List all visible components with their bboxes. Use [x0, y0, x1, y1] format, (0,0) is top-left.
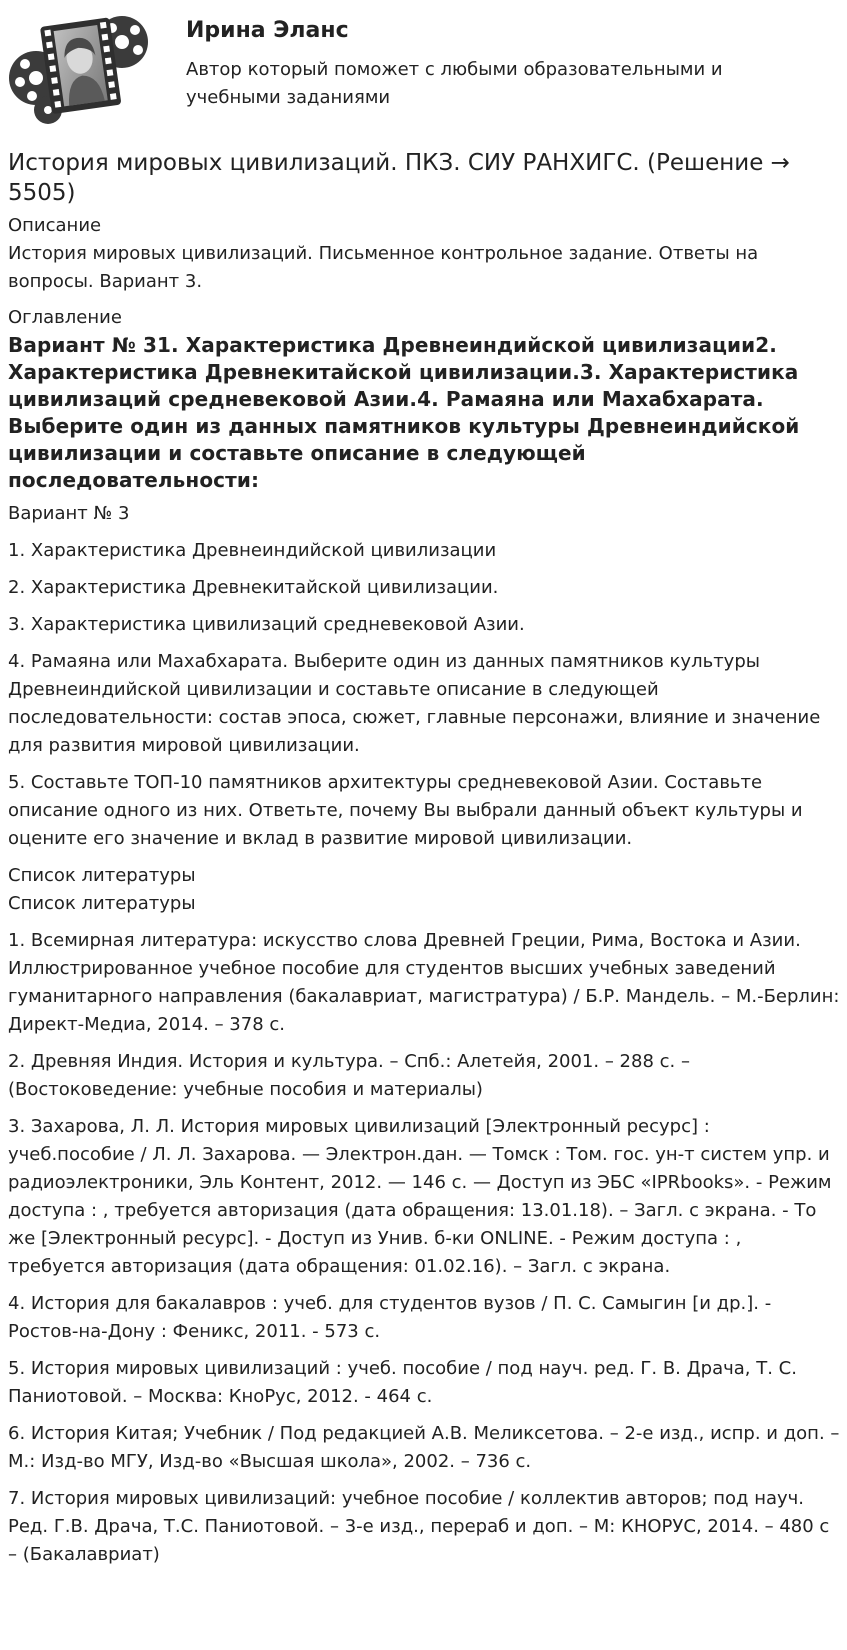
literature-item: 5. История мировых цивилизаций : учеб. пособие / под науч. ред. Г. В. Драча, Т. С. Паниотовой. – Москва: КноРус, 2012. - 464 с.	[8, 1358, 797, 1407]
toc-label: Оглавление	[8, 307, 122, 328]
literature-item: 6. История Китая; Учебник / Под редакцией А.В. Меликсетова. – 2-е изд., испр. и доп. – М.: Изд-во МГУ, Изд-во «Высшая школа», 2002. – 736 с.	[8, 1423, 840, 1472]
question-item: 2. Характеристика Древнекитайской цивилизации.	[8, 577, 499, 598]
literature-label-repeat: Список литературы	[8, 893, 196, 914]
literature-item: 3. Захарова, Л. Л. История мировых цивилизаций [Электронный ресурс] : учеб.пособие / Л. Л. Захарова. — Электрон.дан. — Томск : Том. гос. ун-т систем упр. и радиоэлектроники, Эль Контент, 2012. — 146 с. — Доступ из ЭБС «IPRbooks». - Режим доступа : , требуется авторизация (дата обращения: 13.01.18). – Загл. с экрана. - То же [Электронный ресурс]. - Доступ из Унив. б-ки ONLINE. - Режим доступа : , требуется авторизация (дата обращения: 01.02.16). – Загл. с экрана.	[8, 1116, 832, 1277]
literature-item: 7. История мировых цивилизаций: учебное пособие / коллектив авторов; под науч. Ред. Г.В. Драча, Т.С. Паниотовой. – 3-е изд., перераб и доп. – М: КНОРУС, 2014. – 480 с – (Бакалавриат)	[8, 1488, 830, 1565]
toc-heading: Вариант № 31. Характеристика Древнеиндийской цивилизации2. Характеристика Древнекитайской цивилизации.3. Характеристика цивилизаций средневековой Азии.4. Рамаяна или Махабхарата. Выберите один из данных памятников культуры Древнеиндийской цивилизации и составьте описание в следующей последовательности:	[8, 333, 800, 492]
question-item: 4. Рамаяна или Махабхарата. Выберите один из данных памятников культуры Древнеиндийской цивилизации и составьте описание в следующей последовательности: состав эпоса, сюжет, главные персонажи, влияние и значение для развития мировой цивилизации.	[8, 651, 821, 756]
author-description: Автор который поможет с любыми образовательными и учебными заданиями	[186, 59, 723, 108]
description-text: История мировых цивилизаций. Письменное контрольное задание. Ответы на вопросы. Вариант 3.	[8, 243, 759, 292]
author-card	[8, 8, 838, 128]
description-label: Описание	[8, 215, 102, 236]
literature-item: 2. Древняя Индия. История и культура. – Спб.: Алетейя, 2001. – 288 с. – (Востоковедение: учебные пособия и материалы)	[8, 1051, 690, 1100]
question-item: 5. Составьте ТОП-10 памятников архитектуры средневековой Азии. Составьте описание одного из них. Ответьте, почему Вы выбрали данный объект культуры и оцените его значение и вклад в развитие мировой цивилизации.	[8, 772, 803, 849]
literature-item: 4. История для бакалавров : учеб. для студентов вузов / П. С. Самыгин [и др.]. - Ростов-на-Дону : Феникс, 2011. - 573 с.	[8, 1293, 772, 1342]
question-item: 1. Характеристика Древнеиндийской цивилизации	[8, 540, 497, 561]
author-name[interactable]: Ирина Эланс	[186, 18, 349, 43]
variant-label: Вариант № 3	[8, 503, 130, 524]
literature-label: Список литературы	[8, 865, 196, 886]
film-reel-photo-frame-icon	[8, 8, 150, 126]
literature-item: 1. Всемирная литература: искусство слова Древней Греции, Рима, Востока и Азии. Иллюстрированное учебное пособие для студентов высших учебных заведений гуманитарного направления (бакалавриат, магистратура) / Б.Р. Мандель. – М.-Берлин: Директ-Медиа, 2014. – 378 с.	[8, 930, 840, 1035]
question-item: 3. Характеристика цивилизаций средневековой Азии.	[8, 614, 525, 635]
document-content	[8, 148, 840, 1578]
page-title: История мировых цивилизаций. ПКЗ. СИУ РАНХИГС. (Решение → 5505)	[8, 150, 790, 206]
